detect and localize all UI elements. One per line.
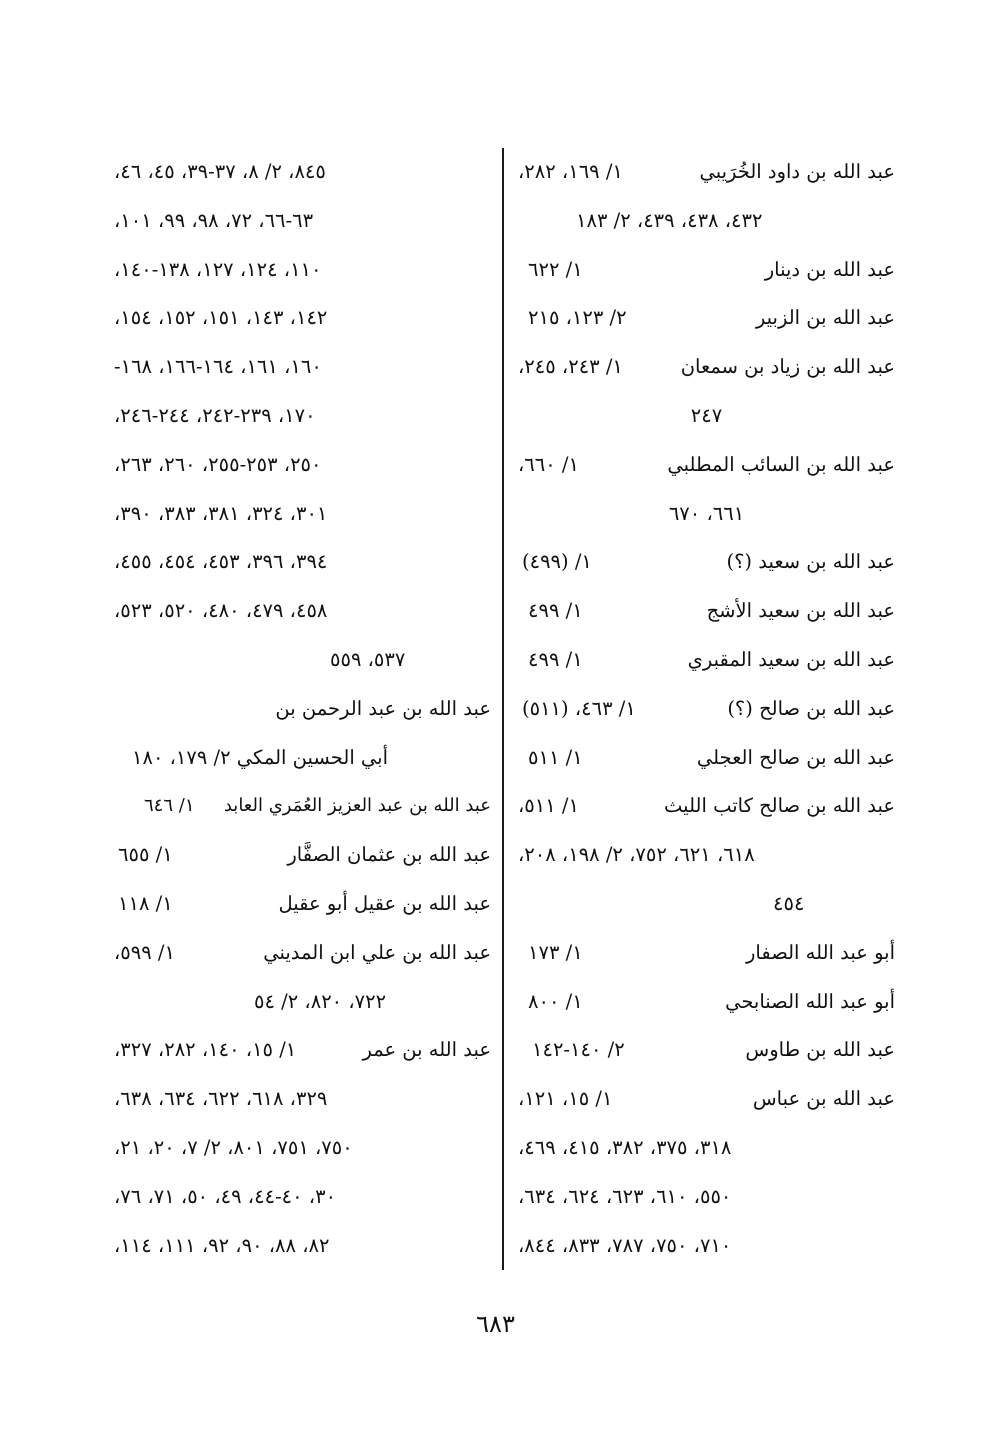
index-entry-continuation (114, 392, 491, 441)
entry-refs: ٤٥٤ (773, 891, 805, 915)
entry-refs: ١/ (٤٩٩) (522, 550, 592, 574)
entry-refs: ٣٠١، ٣٢٤، ٣٨١، ٣٨٣، ٣٩٠، (114, 501, 328, 525)
entry-name: عبد الله بن عمر (362, 1038, 491, 1062)
index-entry (518, 343, 895, 392)
index-entry (518, 929, 895, 978)
index-entry (518, 148, 895, 197)
entry-refs: ٣٠، ٤٠-٤٤، ٤٩، ٥٠، ٧١، ٧٦، (114, 1184, 337, 1208)
index-entry (518, 294, 895, 343)
entry-refs: ٢٤٧ (690, 403, 723, 427)
entry-name: عبد الله بن صالح (؟) (727, 696, 895, 720)
index-entry (518, 636, 895, 685)
index-entry-continuation (114, 1075, 491, 1124)
index-entry (114, 1026, 491, 1075)
index-entry-continuation (114, 636, 491, 685)
entry-refs: ٣٢٩، ٦١٨، ٦٢٢، ٦٣٤، ٦٣٨، (114, 1087, 328, 1111)
entry-name: عبد الله بن عبد العزيز العُمَري العابد (223, 795, 491, 817)
index-entry-continuation (114, 246, 491, 295)
index-entry-continuation (114, 1173, 491, 1222)
entry-refs: ٣٩٤، ٣٩٦، ٤٥٣، ٤٥٤، ٤٥٥، (114, 550, 328, 574)
entry-name: عبد الله بن السائب المطلبي (667, 452, 895, 476)
entry-refs: ١/ ٥١١ (528, 745, 583, 769)
index-entry-continuation (114, 978, 491, 1027)
entry-refs: ١/ ١٥، ١٤٠، ٢٨٢، ٣٢٧، (114, 1038, 297, 1062)
entry-name: أبو عبد الله الصنابحي (725, 989, 895, 1013)
index-entry (518, 587, 895, 636)
entry-refs: ١٤٢، ١٤٣، ١٥١، ١٥٢، ١٥٤، (114, 306, 328, 330)
entry-name: عبد الله بن داود الخُرَيبي (699, 160, 895, 183)
entry-refs: ٥٥٠، ٦١٠، ٦٢٣، ٦٢٤، ٦٣٤، (518, 1184, 732, 1208)
entry-refs: ٢/ ١٤٠-١٤٢ (532, 1038, 625, 1062)
entry-refs: أبي الحسين المكي ٢/ ١٧٩، ١٨٠ (132, 745, 389, 769)
entry-refs: ١/ ٥٩٩، (114, 940, 175, 964)
entry-refs: ٦٣-٦٦، ٧٢، ٩٨، ٩٩، ١٠١، (114, 208, 314, 232)
index-entry-continuation (518, 392, 895, 441)
entry-refs: ٣١٨، ٣٧٥، ٣٨٢، ٤١٥، ٤٦٩، (518, 1135, 732, 1159)
index-entry (518, 685, 895, 734)
entry-name: عبد الله بن دينار (764, 257, 895, 281)
entry-refs: ١٦٠، ١٦١، ١٦٤-١٦٦، ١٦٨- (114, 355, 322, 379)
entry-name: أبو عبد الله الصفار (745, 940, 895, 964)
entry-refs: ١/ ٨٠٠ (528, 989, 583, 1013)
entry-name: عبد الله بن سعيد (؟) (726, 550, 895, 574)
index-entry-continuation (114, 197, 491, 246)
entry-refs: ١/ ٤٦٣، (٥١١) (522, 696, 636, 720)
entry-refs: ٧١٠، ٧٥٠، ٧٨٧، ٨٣٣، ٨٤٤، (518, 1233, 732, 1257)
entry-name: عبد الله بن الزبير (755, 306, 895, 330)
entry-refs: ١/ ١٧٣ (528, 940, 583, 964)
entry-refs: ٨٤٥، ٢/ ٨، ٣٧-٣٩، ٤٥، ٤٦، (114, 160, 326, 183)
index-entry-continuation (518, 880, 895, 929)
entry-name: عبد الله بن صالح العجلي (696, 745, 895, 769)
entry-refs: ٧٢٢، ٨٢٠، ٢/ ٥٤ (254, 989, 387, 1013)
entry-refs: ٤٣٢، ٤٣٨، ٤٣٩، ٢/ ١٨٣ (576, 208, 763, 232)
entry-refs: ١٧٠، ٢٣٩-٢٤٢، ٢٤٤-٢٤٦، (114, 403, 316, 427)
index-entry-continuation (114, 294, 491, 343)
index-entry-continuation (114, 587, 491, 636)
entry-refs: ٧٥٠، ٧٥١، ٨٠١، ٢/ ٧، ٢٠، ٢١، (114, 1135, 353, 1159)
entry-refs: ٢٥٠، ٢٥٣-٢٥٥، ٢٦٠، ٢٦٣، (114, 452, 322, 476)
entry-name: عبد الله بن عبد الرحمن بن (275, 696, 491, 720)
index-entry-continuation (518, 490, 895, 539)
entry-refs: ٤٥٨، ٤٧٩، ٤٨٠، ٥٢٠، ٥٢٣، (114, 599, 328, 623)
index-entry-continuation (114, 490, 491, 539)
entry-name: عبد الله بن سعيد المقبري (687, 647, 895, 671)
entry-refs: ١/ ٦٦٠، (518, 452, 579, 476)
index-entry (518, 734, 895, 783)
index-entry-continuation (114, 148, 491, 197)
index-entry-continuation (518, 1173, 895, 1222)
entry-name: عبد الله بن عقيل أبو عقيل (278, 891, 491, 915)
index-entry-continuation (114, 734, 491, 783)
index-entry (114, 880, 491, 929)
entry-refs: ٥٣٧، ٥٥٩ (330, 647, 406, 671)
entry-refs: ٢/ ١٢٣، ٢١٥ (528, 306, 627, 330)
entry-refs: ١١٠، ١٢٤، ١٢٧، ١٣٨-١٤٠، (114, 257, 322, 281)
index-entry-continuation (114, 1124, 491, 1173)
column-divider (502, 148, 504, 1270)
entry-refs: ١/ ١٦٩، ٢٨٢، (518, 160, 623, 183)
index-entry (518, 1075, 895, 1124)
index-entry-continuation (518, 831, 895, 880)
index-entry (518, 978, 895, 1027)
index-entry-continuation (518, 1124, 895, 1173)
entry-name: عبد الله بن سعيد الأشج (706, 599, 895, 623)
entry-refs: ١/ ٥١١، (518, 794, 579, 818)
left-column (114, 148, 491, 1270)
entry-name: عبد الله بن عثمان الصفَّار (287, 843, 491, 867)
index-entry (114, 685, 491, 734)
index-entry-continuation (518, 197, 895, 246)
index-entry (114, 929, 491, 978)
entry-name: عبد الله بن علي ابن المديني (263, 940, 491, 964)
index-entry-continuation (114, 343, 491, 392)
entry-name: عبد الله بن عباس (752, 1087, 895, 1111)
page-number: ٦٨٣ (476, 1310, 515, 1338)
entry-refs: ١/ ٢٤٣، ٢٤٥، (518, 355, 623, 379)
entry-refs: ١/ ٦٢٢ (528, 257, 583, 281)
entry-refs: ١/ ٦٥٥ (118, 843, 173, 867)
index-entry-continuation (114, 1222, 491, 1271)
entry-refs: ٨٢، ٨٨، ٩٠، ٩٢، ١١١، ١١٤، (114, 1233, 330, 1257)
entry-name: عبد الله بن طاوس (745, 1038, 895, 1062)
entry-refs: ١/ ٤٩٩ (528, 647, 583, 671)
index-entry-continuation (518, 1222, 895, 1271)
entry-refs: ٦٦١، ٦٧٠ (668, 501, 745, 525)
right-column (518, 148, 895, 1270)
index-entry (518, 782, 895, 831)
entry-refs: ١/ ٦٤٦ (144, 795, 195, 817)
entry-refs: ١/ ١١٨ (118, 891, 173, 915)
index-entry (518, 441, 895, 490)
entry-name: عبد الله بن زياد بن سمعان (680, 355, 895, 379)
index-entry (114, 782, 491, 831)
index-entry (518, 246, 895, 295)
index-entry-continuation (114, 441, 491, 490)
index-entry (518, 538, 895, 587)
index-entry (114, 831, 491, 880)
entry-refs: ١/ ٤٩٩ (528, 599, 583, 623)
entry-refs: ٦١٨، ٦٢١، ٧٥٢، ٢/ ١٩٨، ٢٠٨، (518, 843, 755, 867)
index-entry-continuation (114, 538, 491, 587)
entry-name: عبد الله بن صالح كاتب الليث (664, 794, 895, 818)
entry-refs: ١/ ١٥، ١٢١، (518, 1087, 613, 1111)
index-entry (518, 1026, 895, 1075)
